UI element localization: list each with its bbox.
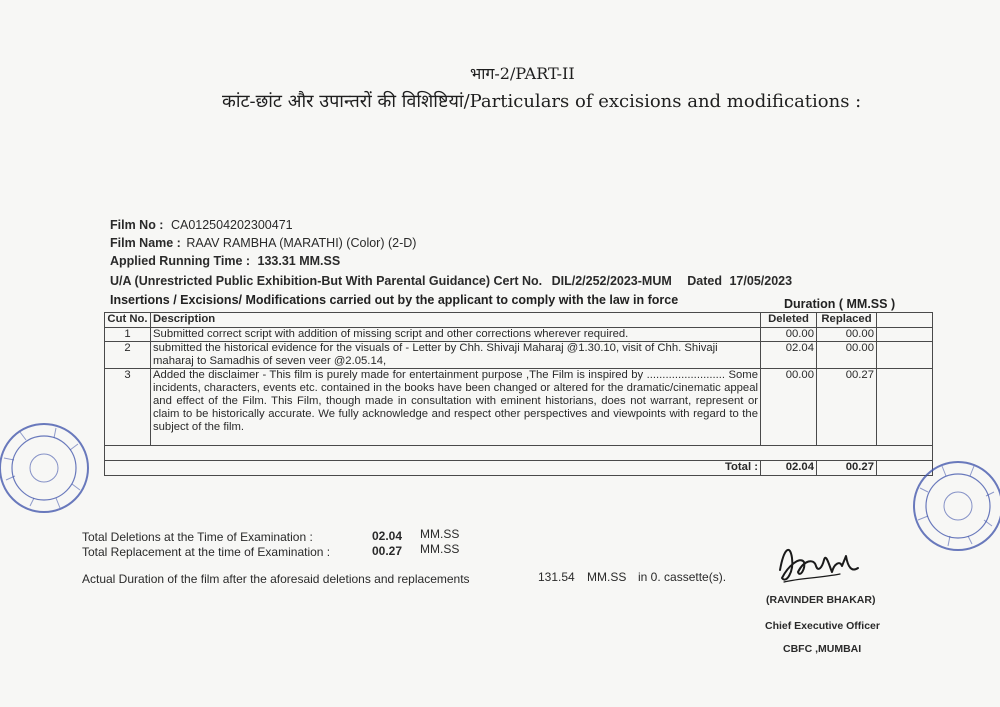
actual-duration-label: Actual Duration of the film after the aforesaid deletions and replacements (82, 572, 470, 586)
film-name-value: RAAV RAMBHA (MARATHI) (Color) (2-D) (186, 236, 417, 250)
signature (770, 538, 865, 593)
header-description: Description (151, 313, 761, 328)
header-deleted: Deleted (761, 313, 817, 328)
cassette-text: in 0. cassette(s). (638, 570, 727, 584)
header-cut-no: Cut No. (105, 313, 151, 328)
cbfc-seal-left (0, 420, 96, 521)
replaced-cell: 00.00 (817, 328, 877, 342)
table-row (105, 342, 933, 369)
running-time-label: Applied Running Time : (110, 254, 251, 268)
running-time-row (110, 254, 340, 268)
actual-duration-value: 131.54 (538, 570, 575, 584)
description-cell: submitted the historical evidence for the visuals of - Letter by Chh. Shivaji Maharaj @1.30.10, visit of Chh. Shivaji maharaj to Samadhis of seven veer @2.05.14, (151, 342, 761, 369)
empty-row (105, 446, 933, 461)
replacement-unit: MM.SS (420, 542, 460, 556)
cbfc-seal-right (908, 458, 1000, 559)
signatory-name: (RAVINDER BHAKAR) (766, 594, 876, 606)
blank-cell (877, 369, 933, 446)
replaced-cell: 00.00 (817, 342, 877, 369)
cert-no: DIL/2/252/2023-MUM (551, 274, 672, 288)
part-title: भाग-2/PART-II (470, 64, 575, 83)
deleted-cell: 02.04 (761, 342, 817, 369)
replacement-value: 00.27 (372, 544, 403, 558)
header-blank (877, 313, 933, 328)
running-time-value: 133.31 MM.SS (257, 254, 341, 268)
total-replaced: 00.27 (817, 461, 877, 476)
description-cell: Submitted correct script with addition of missing script and other corrections wherever required. (151, 328, 761, 342)
seal-stamp-icon (0, 420, 96, 516)
dated-label: Dated (687, 274, 722, 288)
duration-heading: Duration ( MM.SS ) (784, 297, 896, 311)
table-row (105, 328, 933, 342)
deleted-cell: 00.00 (761, 369, 817, 446)
table-header-row (105, 313, 933, 328)
actual-duration-unit: MM.SS (587, 570, 627, 584)
header-replaced: Replaced (817, 313, 877, 328)
total-deleted: 02.04 (761, 461, 817, 476)
page-title: कांट-छांट और उपान्तरों की विशिष्टियां/Particulars of excisions and modifications : (222, 91, 862, 112)
signatory-office: CBFC ,MUMBAI (783, 643, 862, 655)
certificate-row (110, 274, 792, 288)
cut-no-cell: 3 (105, 369, 151, 446)
deletions-value: 02.04 (372, 529, 403, 543)
film-no-row (110, 218, 293, 232)
deleted-cell: 00.00 (761, 328, 817, 342)
signatory-designation: Chief Executive Officer (765, 620, 880, 632)
cut-no-cell: 2 (105, 342, 151, 369)
table-row (105, 369, 933, 446)
insertions-heading: Insertions / Excisions/ Modifications carried out by the applicant to comply with the law in force (110, 293, 679, 307)
total-label: Total : (105, 461, 761, 476)
total-row (105, 461, 933, 476)
cert-label: U/A (Unrestricted Public Exhibition-But With Parental Guidance) Cert No. (110, 274, 543, 288)
signature-scribble (770, 538, 865, 588)
description-cell: Added the disclaimer - This film is purely made for entertainment purpose ,The Film is inspired by ......................... Some incidents, characters, events etc. contained in the books have been changed or altered for the dramatic/cinematic appeal and effect of the Film. This Film, though made in consultation with eminent historians, does not warrant, represent or claim to be historically accurate. We fully acknowledge and respect other perspectives and viewpoints with regard to the subject of the film. (151, 369, 761, 446)
film-no-label: Film No : (110, 218, 164, 232)
deletions-unit: MM.SS (420, 527, 460, 541)
dated-value: 17/05/2023 (729, 274, 793, 288)
film-no-value: CA012504202300471 (170, 218, 293, 232)
deletions-label: Total Deletions at the Time of Examination : (82, 530, 313, 544)
excisions-table (104, 312, 933, 476)
replaced-cell: 00.27 (817, 369, 877, 446)
empty-cell (105, 446, 933, 461)
film-name-row (110, 236, 416, 250)
film-name-label: Film Name : (110, 236, 181, 250)
blank-cell (877, 328, 933, 342)
cut-no-cell: 1 (105, 328, 151, 342)
seal-stamp-icon (908, 458, 1000, 554)
replacement-label: Total Replacement at the time of Examination : (82, 545, 331, 559)
blank-cell (877, 342, 933, 369)
